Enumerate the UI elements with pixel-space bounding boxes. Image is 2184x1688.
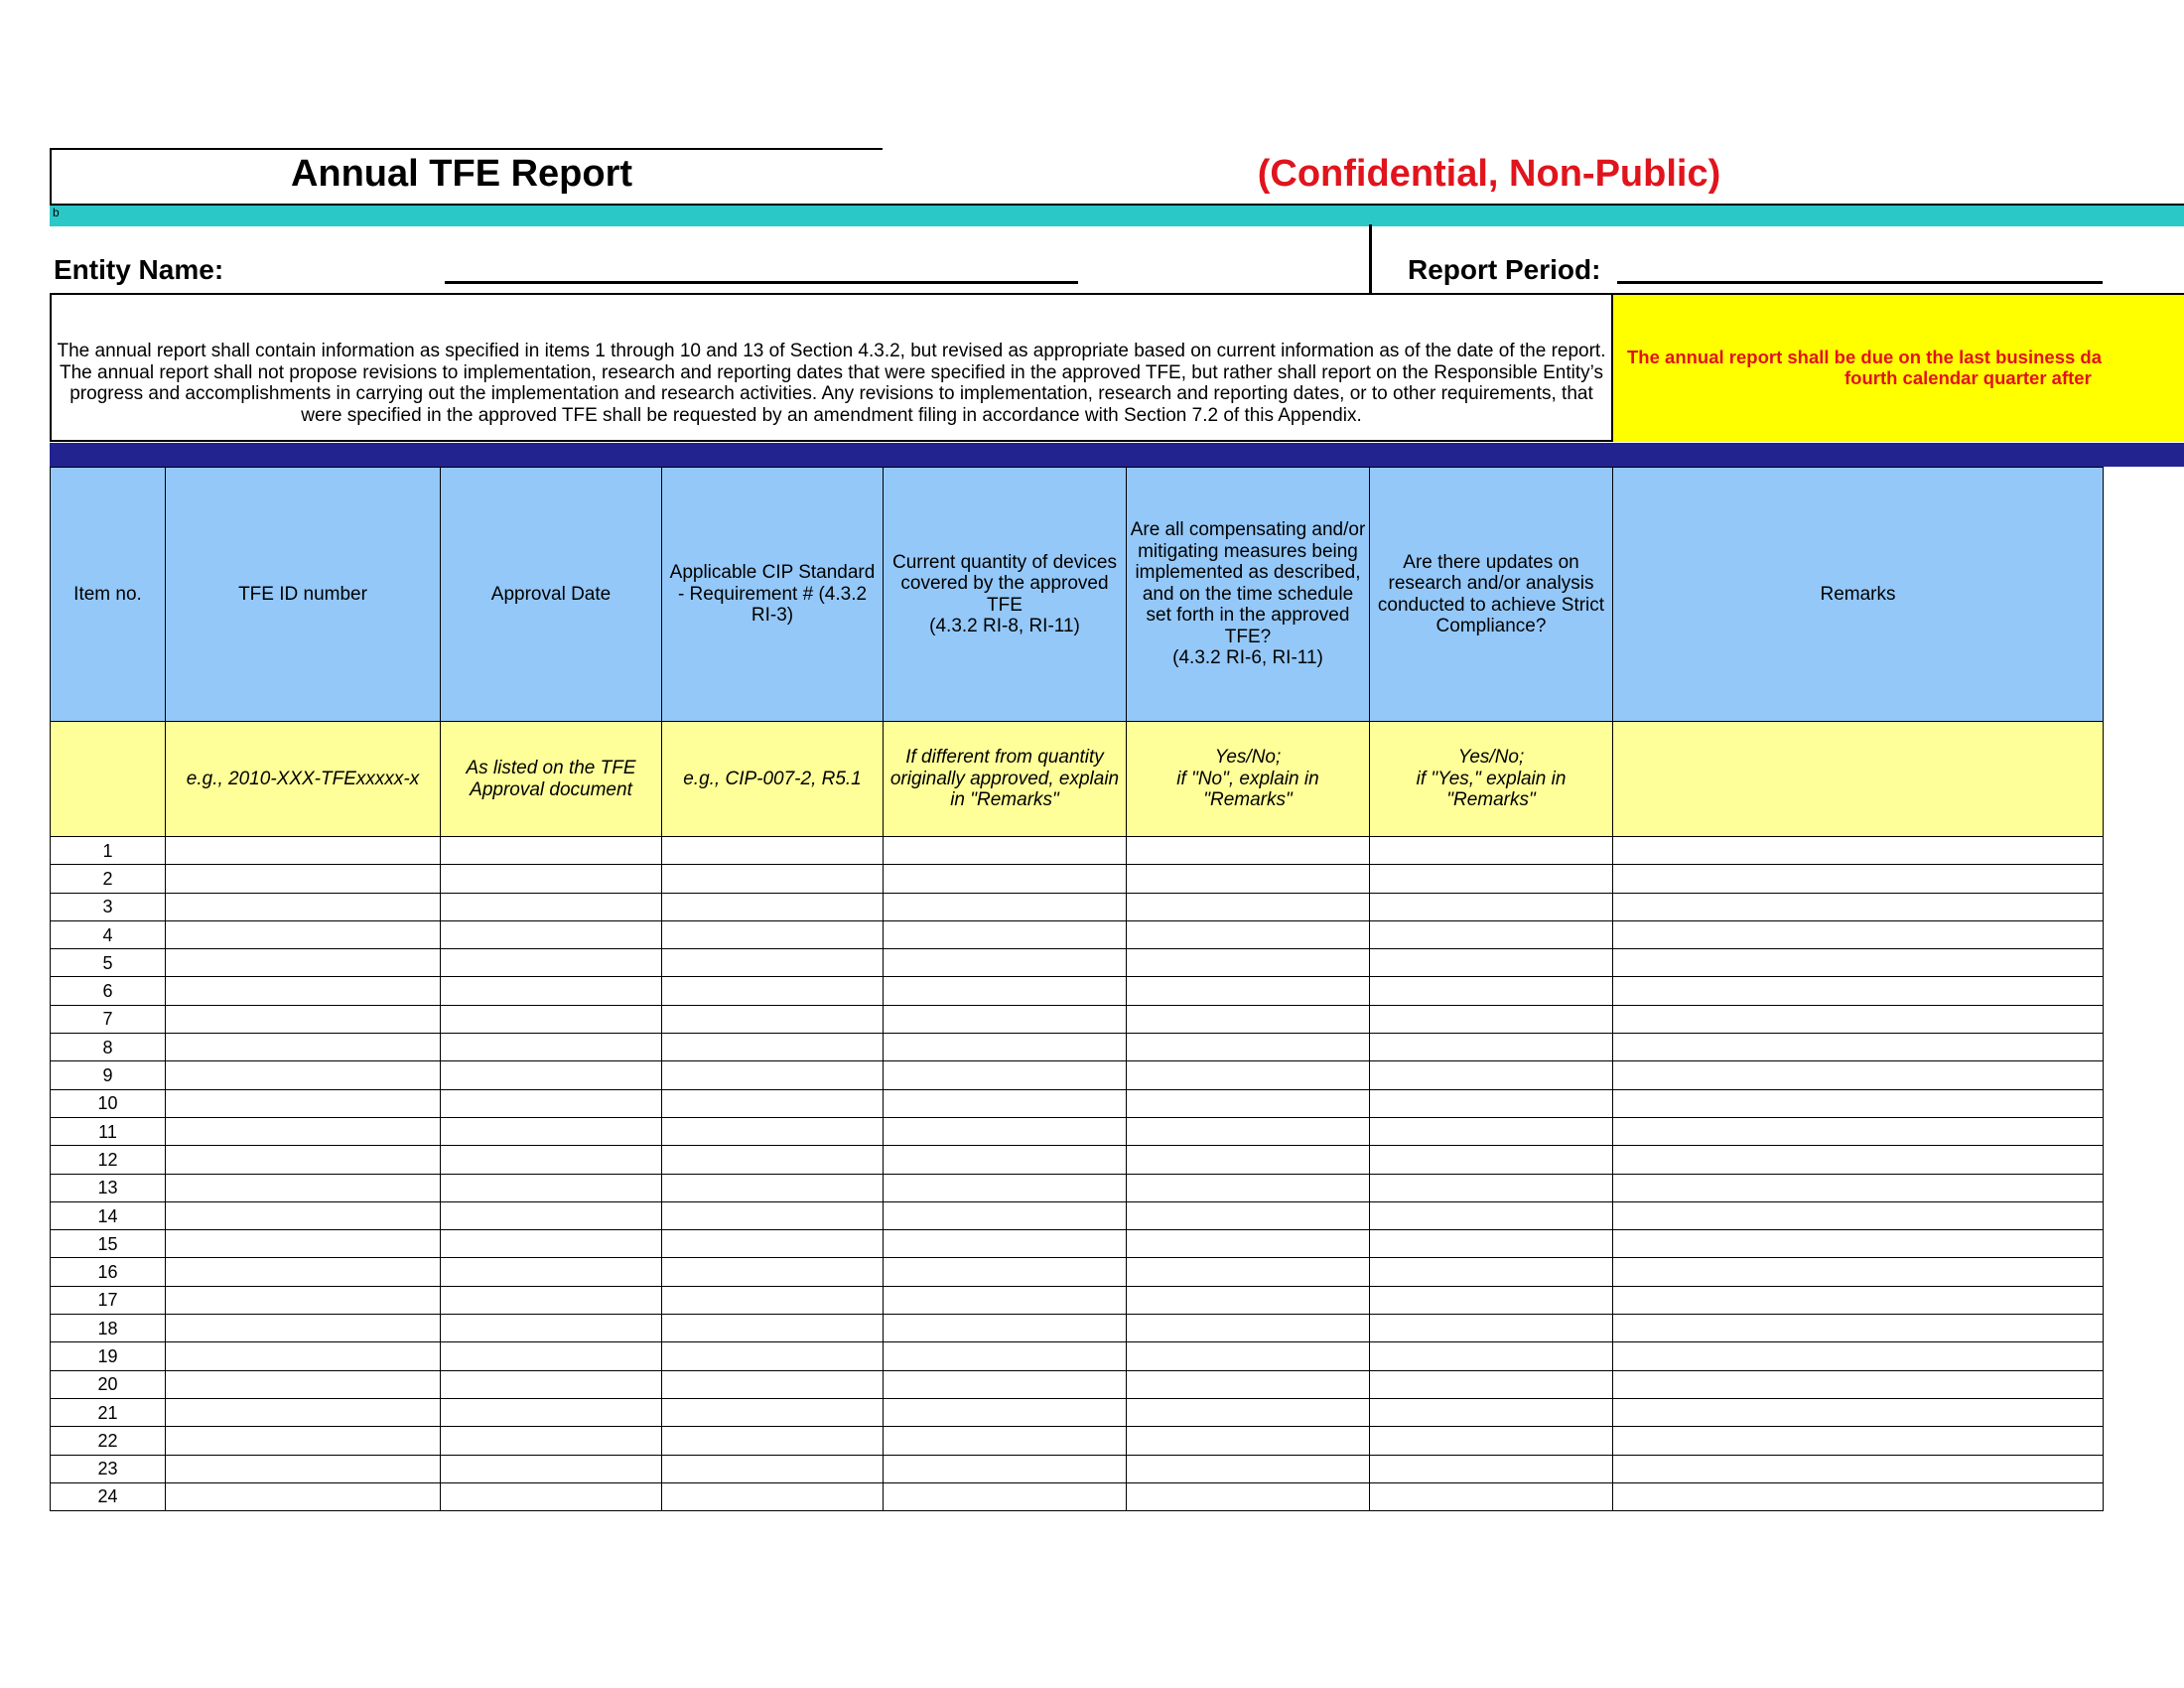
entry-cell[interactable] bbox=[441, 865, 662, 893]
entry-cell[interactable] bbox=[662, 1201, 884, 1229]
col-header-cip-standard: Applicable CIP Standard - Requirement # (4.3.2 RI-3) bbox=[662, 468, 884, 722]
entry-cell[interactable] bbox=[884, 977, 1127, 1005]
entry-cell[interactable] bbox=[1613, 1230, 2104, 1258]
entry-cell[interactable] bbox=[166, 1286, 441, 1314]
entry-cell[interactable] bbox=[166, 1174, 441, 1201]
example-cell: Yes/No; if "No", explain in "Remarks" bbox=[1127, 722, 1370, 837]
entry-cell[interactable] bbox=[1370, 1201, 1613, 1229]
item-number-cell: 15 bbox=[51, 1230, 166, 1258]
entry-cell[interactable] bbox=[1370, 1146, 1613, 1174]
entry-cell[interactable] bbox=[662, 1061, 884, 1089]
item-number-cell: 8 bbox=[51, 1034, 166, 1061]
entry-cell[interactable] bbox=[1613, 837, 2104, 865]
entry-cell[interactable] bbox=[1127, 1174, 1370, 1201]
entry-cell[interactable] bbox=[884, 1201, 1127, 1229]
table-row bbox=[51, 1034, 2104, 1061]
entry-cell[interactable] bbox=[884, 1230, 1127, 1258]
entry-cell[interactable] bbox=[662, 1258, 884, 1286]
entry-cell[interactable] bbox=[1127, 865, 1370, 893]
entry-cell[interactable] bbox=[1370, 1089, 1613, 1117]
entry-cell[interactable] bbox=[662, 1398, 884, 1426]
entry-cell[interactable] bbox=[1127, 1146, 1370, 1174]
entry-cell[interactable] bbox=[884, 1315, 1127, 1342]
entry-cell[interactable] bbox=[1613, 1005, 2104, 1033]
entry-cell[interactable] bbox=[1370, 837, 1613, 865]
entry-cell[interactable] bbox=[441, 977, 662, 1005]
entry-cell[interactable] bbox=[166, 1005, 441, 1033]
table-row bbox=[51, 1089, 2104, 1117]
entry-cell[interactable] bbox=[441, 1258, 662, 1286]
table-row bbox=[51, 1146, 2104, 1174]
entry-cell[interactable] bbox=[884, 1482, 1127, 1510]
entry-cell[interactable] bbox=[441, 1398, 662, 1426]
item-number-cell: 5 bbox=[51, 949, 166, 977]
entry-cell[interactable] bbox=[166, 1117, 441, 1145]
entry-cell[interactable] bbox=[1370, 1398, 1613, 1426]
entry-cell[interactable] bbox=[884, 865, 1127, 893]
entry-cell[interactable] bbox=[441, 1286, 662, 1314]
example-cell: e.g., CIP-007-2, R5.1 bbox=[662, 722, 884, 837]
table-header-row bbox=[51, 468, 2104, 722]
entry-cell[interactable] bbox=[662, 865, 884, 893]
item-number-cell: 14 bbox=[51, 1201, 166, 1229]
entry-cell[interactable] bbox=[1127, 1230, 1370, 1258]
table-row bbox=[51, 1455, 2104, 1482]
item-number-cell: 2 bbox=[51, 865, 166, 893]
entry-cell[interactable] bbox=[441, 1061, 662, 1089]
entry-cell[interactable] bbox=[1127, 1061, 1370, 1089]
report-period-field[interactable] bbox=[1617, 281, 2103, 284]
entry-cell[interactable] bbox=[884, 1398, 1127, 1426]
entry-cell[interactable] bbox=[166, 1370, 441, 1398]
col-header-remarks: Remarks bbox=[1613, 468, 2104, 722]
table-row bbox=[51, 1482, 2104, 1510]
entry-cell[interactable] bbox=[166, 1089, 441, 1117]
entry-cell[interactable] bbox=[1370, 1230, 1613, 1258]
entity-name-label: Entity Name: bbox=[54, 254, 224, 285]
entry-cell[interactable] bbox=[1370, 1427, 1613, 1455]
entry-cell[interactable] bbox=[1127, 1342, 1370, 1370]
col-header-research-updates: Are there updates on research and/or analysis conducted to achieve Strict Compliance? bbox=[1370, 468, 1613, 722]
item-number-cell: 13 bbox=[51, 1174, 166, 1201]
entry-cell[interactable] bbox=[166, 1342, 441, 1370]
entry-cell[interactable] bbox=[1613, 1482, 2104, 1510]
table-row bbox=[51, 837, 2104, 865]
table-row bbox=[51, 1286, 2104, 1314]
entry-cell[interactable] bbox=[1127, 1455, 1370, 1482]
entry-cell[interactable] bbox=[662, 1370, 884, 1398]
confidential-note: (Confidential, Non-Public) bbox=[1257, 153, 1721, 195]
item-number-cell: 9 bbox=[51, 1061, 166, 1089]
entry-cell[interactable] bbox=[1370, 1455, 1613, 1482]
col-header-compensating-measures: Are all compensating and/or mitigating measures being implemented as described, and on the time schedule set forth in the approved TFE? (4.3.2 RI-6, RI-11) bbox=[1127, 468, 1370, 722]
entry-cell[interactable] bbox=[166, 837, 441, 865]
example-row bbox=[51, 722, 2104, 837]
entry-cell[interactable] bbox=[441, 1455, 662, 1482]
entry-cell[interactable] bbox=[1370, 1315, 1613, 1342]
entry-cell[interactable] bbox=[662, 1230, 884, 1258]
entry-cell[interactable] bbox=[166, 920, 441, 948]
entry-cell[interactable] bbox=[1127, 1427, 1370, 1455]
entry-cell[interactable] bbox=[1370, 1258, 1613, 1286]
table-row bbox=[51, 1005, 2104, 1033]
entry-cell[interactable] bbox=[1370, 1005, 1613, 1033]
table-row bbox=[51, 1174, 2104, 1201]
entry-cell[interactable] bbox=[1370, 1061, 1613, 1089]
entry-cell[interactable] bbox=[166, 949, 441, 977]
entry-cell[interactable] bbox=[662, 1117, 884, 1145]
entry-cell[interactable] bbox=[1370, 1482, 1613, 1510]
tfe-report-table bbox=[50, 467, 2104, 1511]
entry-cell[interactable] bbox=[884, 1370, 1127, 1398]
entry-cell[interactable] bbox=[662, 977, 884, 1005]
entry-cell[interactable] bbox=[166, 1034, 441, 1061]
title-top-rule bbox=[50, 148, 883, 150]
entry-cell[interactable] bbox=[166, 1061, 441, 1089]
entry-cell[interactable] bbox=[1613, 977, 2104, 1005]
example-cell: If different from quantity originally approved, explain in "Remarks" bbox=[884, 722, 1127, 837]
entry-cell[interactable] bbox=[884, 1342, 1127, 1370]
entry-cell[interactable] bbox=[166, 1398, 441, 1426]
entry-cell[interactable] bbox=[166, 893, 441, 920]
entry-cell[interactable] bbox=[884, 920, 1127, 948]
entry-cell[interactable] bbox=[166, 1427, 441, 1455]
example-cell: Yes/No; if "Yes," explain in "Remarks" bbox=[1370, 722, 1613, 837]
entry-cell[interactable] bbox=[166, 1482, 441, 1510]
entry-cell[interactable] bbox=[1127, 837, 1370, 865]
report-period-label: Report Period: bbox=[1408, 254, 1601, 285]
entry-cell[interactable] bbox=[1370, 1370, 1613, 1398]
col-header-approval-date: Approval Date bbox=[441, 468, 662, 722]
entry-cell[interactable] bbox=[1127, 1258, 1370, 1286]
entry-cell[interactable] bbox=[441, 1427, 662, 1455]
entry-cell[interactable] bbox=[1127, 1286, 1370, 1314]
entry-cell[interactable] bbox=[1613, 893, 2104, 920]
entry-cell[interactable] bbox=[884, 893, 1127, 920]
entry-cell[interactable] bbox=[1370, 977, 1613, 1005]
example-cell: e.g., 2010-XXX-TFExxxxx-x bbox=[166, 722, 441, 837]
entry-cell[interactable] bbox=[166, 1146, 441, 1174]
entry-cell[interactable] bbox=[884, 837, 1127, 865]
report-title: Annual TFE Report bbox=[290, 153, 633, 195]
teal-bar-letter: b bbox=[53, 206, 60, 219]
entry-cell[interactable] bbox=[1370, 1342, 1613, 1370]
entry-cell[interactable] bbox=[1370, 893, 1613, 920]
entry-cell[interactable] bbox=[1370, 949, 1613, 977]
table-row bbox=[51, 977, 2104, 1005]
entry-cell[interactable] bbox=[1613, 1061, 2104, 1089]
entry-cell[interactable] bbox=[662, 837, 884, 865]
entry-cell[interactable] bbox=[1613, 920, 2104, 948]
entry-cell[interactable] bbox=[1613, 1370, 2104, 1398]
entry-cell[interactable] bbox=[662, 1427, 884, 1455]
entry-cell[interactable] bbox=[662, 1455, 884, 1482]
entry-cell[interactable] bbox=[1127, 1089, 1370, 1117]
due-date-note-line2: fourth calendar quarter after bbox=[1844, 367, 2092, 388]
entry-cell[interactable] bbox=[166, 1258, 441, 1286]
entry-cell[interactable] bbox=[1613, 1258, 2104, 1286]
item-number-cell: 17 bbox=[51, 1286, 166, 1314]
entry-cell[interactable] bbox=[441, 1201, 662, 1229]
entry-cell[interactable] bbox=[1613, 1201, 2104, 1229]
entry-cell[interactable] bbox=[662, 1315, 884, 1342]
table-row bbox=[51, 1230, 2104, 1258]
entry-cell[interactable] bbox=[1613, 1034, 2104, 1061]
entry-cell[interactable] bbox=[1370, 1286, 1613, 1314]
item-number-cell: 22 bbox=[51, 1427, 166, 1455]
instructions-box bbox=[50, 293, 1613, 442]
entry-cell[interactable] bbox=[662, 1034, 884, 1061]
entry-cell[interactable] bbox=[1127, 920, 1370, 948]
due-date-note-line1: The annual report shall be due on the last business da bbox=[1627, 347, 2103, 367]
item-number-cell: 4 bbox=[51, 920, 166, 948]
entry-cell[interactable] bbox=[1127, 977, 1370, 1005]
item-number-cell: 3 bbox=[51, 893, 166, 920]
item-number-cell: 12 bbox=[51, 1146, 166, 1174]
entry-cell[interactable] bbox=[441, 1089, 662, 1117]
item-number-cell: 18 bbox=[51, 1315, 166, 1342]
entry-cell[interactable] bbox=[166, 1230, 441, 1258]
entry-cell[interactable] bbox=[441, 1174, 662, 1201]
entry-cell[interactable] bbox=[662, 1089, 884, 1117]
entry-cell[interactable] bbox=[662, 949, 884, 977]
entry-cell[interactable] bbox=[884, 1061, 1127, 1089]
entry-cell[interactable] bbox=[1127, 1201, 1370, 1229]
teal-divider-bar bbox=[50, 204, 2184, 226]
item-number-cell: 20 bbox=[51, 1370, 166, 1398]
entry-cell[interactable] bbox=[1613, 1286, 2104, 1314]
entry-cell[interactable] bbox=[884, 1005, 1127, 1033]
item-number-cell: 11 bbox=[51, 1117, 166, 1145]
entity-row-divider bbox=[1369, 224, 1372, 294]
entry-cell[interactable] bbox=[1370, 1174, 1613, 1201]
entry-cell[interactable] bbox=[662, 1286, 884, 1314]
entry-cell[interactable] bbox=[884, 1089, 1127, 1117]
entry-cell[interactable] bbox=[441, 949, 662, 977]
entry-cell[interactable] bbox=[884, 1258, 1127, 1286]
entry-cell[interactable] bbox=[1127, 1398, 1370, 1426]
entry-cell[interactable] bbox=[166, 1455, 441, 1482]
entry-cell[interactable] bbox=[441, 1342, 662, 1370]
instructions-text: The annual report shall contain information as specified in items 1 through 10 and 13 of Section 4.3.2, but revised as appropriate based on current information as of the date of the report. The annual report shall not propose revisions to implementation, research and reporting dates that were specified in the approved TFE, but rather shall report on the Responsible Entity’s progress and accomplishments in carrying out the implementation and research activities. Any revisions to implementation, research and reporting dates, or to other requirements, that were specified in the approved TFE shall be requested by an amendment filing in accordance with Section 7.2 of this Appendix. bbox=[57, 341, 1606, 426]
table-row bbox=[51, 865, 2104, 893]
entry-cell[interactable] bbox=[1127, 1034, 1370, 1061]
due-date-note-box bbox=[1613, 293, 2184, 442]
example-cell: As listed on the TFE Approval document bbox=[441, 722, 662, 837]
item-number-cell: 23 bbox=[51, 1455, 166, 1482]
entry-cell[interactable] bbox=[441, 920, 662, 948]
entry-cell[interactable] bbox=[1613, 1398, 2104, 1426]
item-number-cell: 10 bbox=[51, 1089, 166, 1117]
entry-cell[interactable] bbox=[441, 837, 662, 865]
entry-cell[interactable] bbox=[1613, 1342, 2104, 1370]
table-row bbox=[51, 893, 2104, 920]
entry-cell[interactable] bbox=[884, 1174, 1127, 1201]
table-row bbox=[51, 1258, 2104, 1286]
entry-cell[interactable] bbox=[884, 1427, 1127, 1455]
entry-cell[interactable] bbox=[1127, 1482, 1370, 1510]
entry-cell[interactable] bbox=[1127, 949, 1370, 977]
entry-cell[interactable] bbox=[662, 920, 884, 948]
table-row bbox=[51, 1342, 2104, 1370]
entry-cell[interactable] bbox=[662, 1005, 884, 1033]
data-rows bbox=[51, 837, 2104, 1511]
entry-cell[interactable] bbox=[884, 949, 1127, 977]
table-row bbox=[51, 1117, 2104, 1145]
table-row bbox=[51, 949, 2104, 977]
entry-cell[interactable] bbox=[441, 1482, 662, 1510]
entry-cell[interactable] bbox=[1370, 865, 1613, 893]
table-row bbox=[51, 1201, 2104, 1229]
entry-cell[interactable] bbox=[1613, 949, 2104, 977]
entry-cell[interactable] bbox=[1370, 1117, 1613, 1145]
col-header-tfe-id: TFE ID number bbox=[166, 468, 441, 722]
entry-cell[interactable] bbox=[884, 1146, 1127, 1174]
item-number-cell: 21 bbox=[51, 1398, 166, 1426]
table-row bbox=[51, 1427, 2104, 1455]
entry-cell[interactable] bbox=[884, 1117, 1127, 1145]
entry-cell[interactable] bbox=[441, 1370, 662, 1398]
table-row bbox=[51, 1370, 2104, 1398]
entry-cell[interactable] bbox=[1613, 865, 2104, 893]
entry-cell[interactable] bbox=[1613, 1089, 2104, 1117]
entry-cell[interactable] bbox=[166, 865, 441, 893]
entry-cell[interactable] bbox=[1613, 1315, 2104, 1342]
example-cell bbox=[51, 722, 166, 837]
entry-cell[interactable] bbox=[884, 1286, 1127, 1314]
entry-cell[interactable] bbox=[1613, 1427, 2104, 1455]
item-number-cell: 19 bbox=[51, 1342, 166, 1370]
item-number-cell: 16 bbox=[51, 1258, 166, 1286]
table-row bbox=[51, 1061, 2104, 1089]
entry-cell[interactable] bbox=[1127, 1370, 1370, 1398]
entry-cell[interactable] bbox=[662, 1482, 884, 1510]
entity-name-field[interactable] bbox=[445, 281, 1078, 284]
entry-cell[interactable] bbox=[1127, 893, 1370, 920]
col-header-device-quantity: Current quantity of devices covered by the approved TFE (4.3.2 RI-8, RI-11) bbox=[884, 468, 1127, 722]
entry-cell[interactable] bbox=[1613, 1117, 2104, 1145]
entry-cell[interactable] bbox=[1370, 920, 1613, 948]
entry-cell[interactable] bbox=[441, 893, 662, 920]
entry-cell[interactable] bbox=[662, 1342, 884, 1370]
entry-cell[interactable] bbox=[166, 977, 441, 1005]
entry-cell[interactable] bbox=[1127, 1117, 1370, 1145]
entry-cell[interactable] bbox=[441, 1315, 662, 1342]
col-header-item-no: Item no. bbox=[51, 468, 166, 722]
entry-cell[interactable] bbox=[662, 1146, 884, 1174]
entry-cell[interactable] bbox=[1370, 1034, 1613, 1061]
entry-cell[interactable] bbox=[166, 1315, 441, 1342]
item-number-cell: 1 bbox=[51, 837, 166, 865]
entry-cell[interactable] bbox=[441, 1034, 662, 1061]
entry-cell[interactable] bbox=[662, 893, 884, 920]
item-number-cell: 7 bbox=[51, 1005, 166, 1033]
table-row bbox=[51, 1315, 2104, 1342]
item-number-cell: 6 bbox=[51, 977, 166, 1005]
entry-cell[interactable] bbox=[662, 1174, 884, 1201]
table-row bbox=[51, 920, 2104, 948]
entry-cell[interactable] bbox=[1613, 1455, 2104, 1482]
entry-cell[interactable] bbox=[1127, 1005, 1370, 1033]
navy-divider-bar bbox=[50, 443, 2184, 467]
entry-cell[interactable] bbox=[166, 1201, 441, 1229]
table-row bbox=[51, 1398, 2104, 1426]
entry-cell[interactable] bbox=[1613, 1174, 2104, 1201]
entry-cell[interactable] bbox=[441, 1230, 662, 1258]
entry-cell[interactable] bbox=[1127, 1315, 1370, 1342]
entry-cell[interactable] bbox=[884, 1455, 1127, 1482]
item-number-cell: 24 bbox=[51, 1482, 166, 1510]
entry-cell[interactable] bbox=[441, 1005, 662, 1033]
entry-cell[interactable] bbox=[1613, 1146, 2104, 1174]
entry-cell[interactable] bbox=[441, 1117, 662, 1145]
example-cell bbox=[1613, 722, 2104, 837]
entry-cell[interactable] bbox=[441, 1146, 662, 1174]
entry-cell[interactable] bbox=[884, 1034, 1127, 1061]
